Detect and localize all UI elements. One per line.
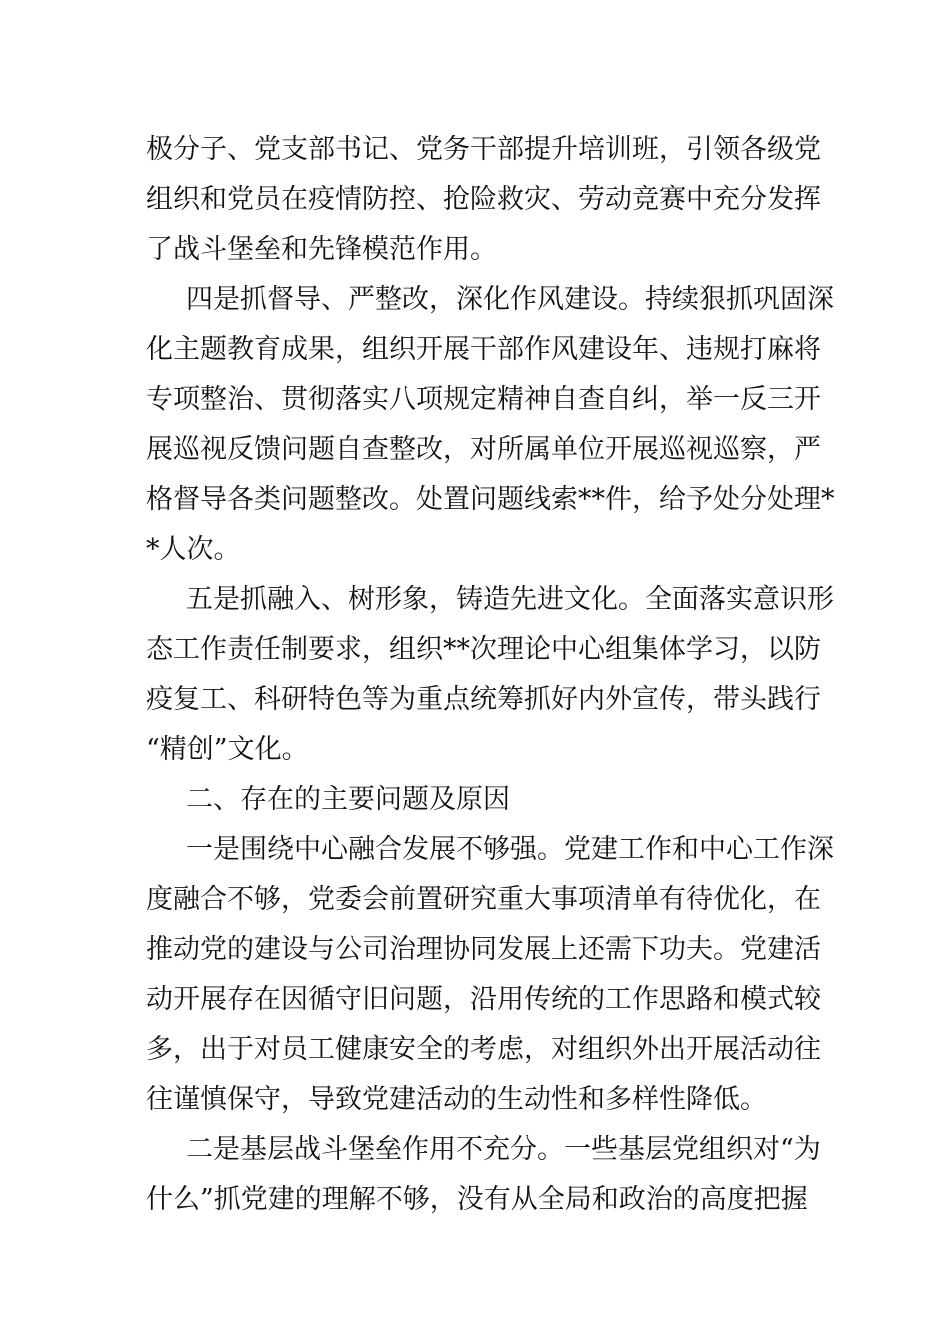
text-line-content: 态工作责任制要求，组织**次理论中心组集体学习，以防: [146, 634, 821, 665]
text-line-content: 格督导各类问题整改。处置问题线索**件，给予处分处理*: [146, 484, 835, 515]
text-line-content: 疫复工、科研特色等为重点统筹抓好内外宣传，带头践行: [146, 684, 821, 715]
text-line-content: 多，出于对员工健康安全的考虑，对组织外出开展活动往: [146, 1034, 821, 1065]
text-line-content: 动开展存在因循守旧问题，沿用传统的工作思路和模式较: [146, 984, 821, 1015]
section-heading: 二、存在的主要问题及原因: [186, 784, 510, 815]
text-line-content: 了战斗堡垒和先锋模范作用。: [146, 234, 497, 265]
text-line-content: 化主题教育成果，组织开展干部作风建设年、违规打麻将: [146, 334, 821, 365]
text-line-content: “精创”文化。: [146, 734, 309, 765]
text-line-content: 专项整治、贯彻落实八项规定精神自查自纠，举一反三开: [146, 384, 821, 415]
text-line-content: 展巡视反馈问题自查整改，对所属单位开展巡视巡察，严: [146, 434, 821, 465]
text-line-content: 什么”抓党建的理解不够，没有从全局和政治的高度把握: [146, 1184, 808, 1215]
paragraph-start: 五是抓融入、树形象，铸造先进文化。全面落实意识形: [186, 584, 834, 615]
paragraph-start: 二是基层战斗堡垒作用不充分。一些基层党组织对“为: [186, 1134, 821, 1165]
text-line-content: 度融合不够，党委会前置研究重大事项清单有待优化，在: [146, 884, 821, 915]
paragraph-start: 四是抓督导、严整改，深化作风建设。持续狠抓巩固深: [186, 284, 834, 315]
text-line-content: 组织和党员在疫情防控、抢险救灾、劳动竞赛中充分发挥: [146, 184, 821, 215]
text-line-content: *人次。: [146, 534, 241, 565]
text-line-content: 极分子、党支部书记、党务干部提升培训班，引领各级党: [146, 134, 821, 165]
text-line-content: 往谨慎保守，导致党建活动的生动性和多样性降低。: [146, 1084, 767, 1115]
paragraph-start: 一是围绕中心融合发展不够强。党建工作和中心工作深: [186, 834, 834, 865]
text-line-content: 推动党的建设与公司治理协同发展上还需下功夫。党建活: [146, 934, 821, 965]
